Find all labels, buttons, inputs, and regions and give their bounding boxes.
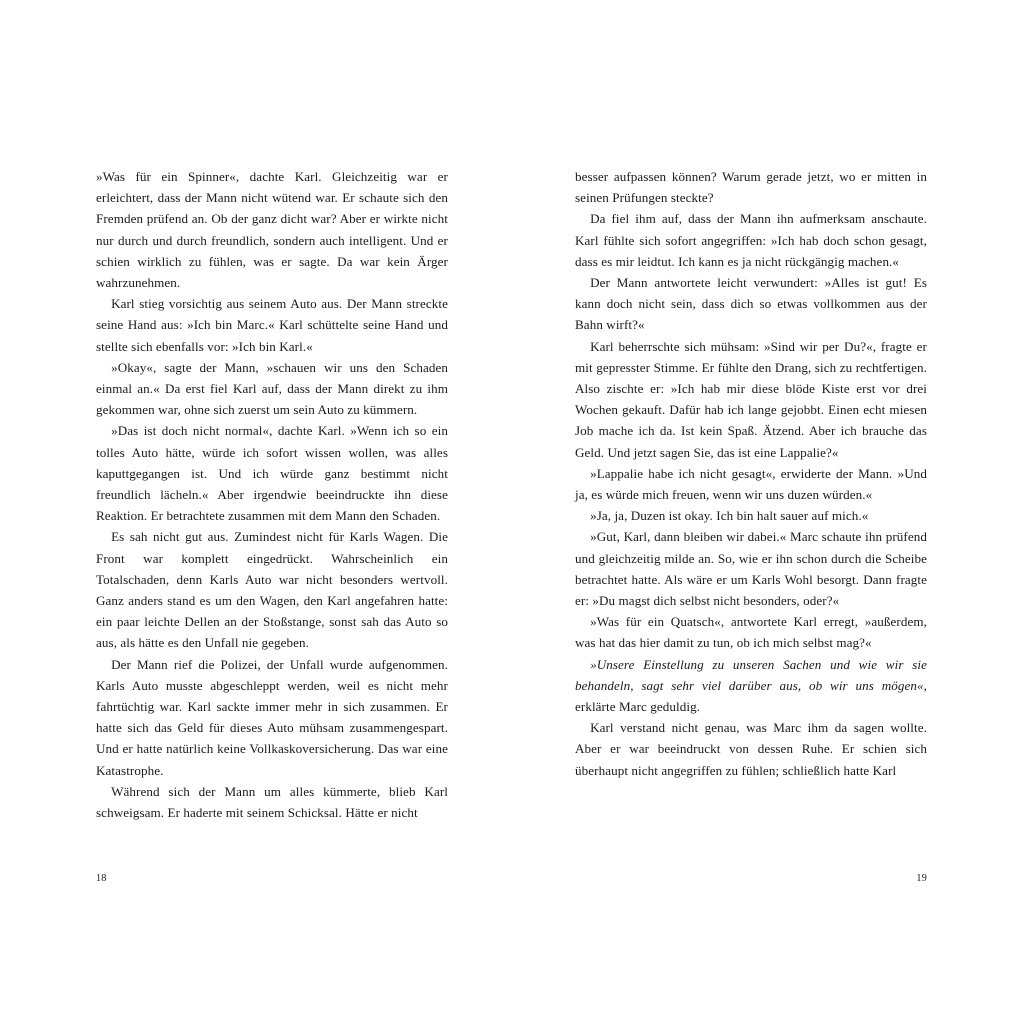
paragraph: »Okay«, sagte der Mann, »schauen wir uns den Schaden einmal an.« Da erst fiel Karl auf, dass der Mann direkt zu ihm gekommen war, ohne sich zuerst um sein Auto zu kümmern. xyxy=(96,359,448,418)
paragraph: besser aufpassen können? Warum gerade jetzt, wo er mitten in seinen Prüfungen steckte? xyxy=(575,169,927,206)
paragraph: »Was für ein Quatsch«, antwortete Karl erregt, »außerdem, was hat das hier damit zu tun, ob ich mich selbst mag?« xyxy=(575,614,927,651)
paragraph: »Lappalie habe ich nicht gesagt«, erwiderte der Mann. »Und ja, es würde mich freuen, wenn wir uns duzen würden.« xyxy=(575,465,927,503)
page-number-left: 18 xyxy=(96,873,107,884)
paragraph: Der Mann antwortete leicht verwundert: »Alles ist gut! Es kann doch nicht sein, dass dich so etwas vollkommen aus der Bahn wirft?« xyxy=(575,275,927,333)
paragraph: Karl stieg vorsichtig aus seinem Auto aus. Der Mann streckte seine Hand aus: »Ich bin Marc.« Karl schüttelte seine Hand und stellte sich ebenfalls vor: »Ich bin Karl.« xyxy=(96,296,448,354)
paragraph: Da fiel ihm auf, dass der Mann ihn aufmerksam anschaute. Karl fühlte sich sofort angegriffen: »Ich hab doch schon gesagt, dass es mir leidtut. Ich kann es ja nicht rückgängig machen.« xyxy=(575,211,927,269)
paragraph: »Das ist doch nicht normal«, dachte Karl. »Wenn ich so ein tolles Auto hätte, würde ich sofort wissen wollen, was alles kaputtgegangen ist. Und ich würde ganz bestimmt nicht freundlich lächeln.« Aber irgendwie beeindruckte ihn diese Reaktion. Er betrachtete zusammen mit dem Mann den Schaden. xyxy=(96,423,448,524)
paragraph: »Was für ein Spinner«, dachte Karl. Gleichzeitig war er erleichtert, dass der Mann nicht wütend war. Er schaute sich den Fremden prüfend an. Ob der ganz dicht war? Aber er wirkte nicht nur durch und durch freundlich, sondern auch intelligent. Und er schien wirklich zu fühlen, was er sagte. Da war kein Ärger wahrzunehmen. xyxy=(96,169,448,291)
paragraph-mixed-style xyxy=(575,654,927,718)
paragraph: Karl verstand nicht genau, was Marc ihm da sagen wollte. Aber er war beeindruckt von dessen Ruhe. Er schien sich überhaupt nicht angegriffen zu fühlen; schließlich hatte Karl xyxy=(575,720,927,778)
right-page xyxy=(512,0,1024,1024)
right-page-text-column xyxy=(575,166,927,781)
page-number-right: 19 xyxy=(916,873,927,884)
paragraph-roman-run: erklärte Marc geduldig. xyxy=(575,699,701,715)
paragraph-italic-run: »Unsere Einstellung zu unseren Sachen und wie wir sie behandeln, sagt sehr viel darüber aus, ob wir uns mögen«, xyxy=(575,656,927,693)
paragraph: Der Mann rief die Polizei, der Unfall wurde aufgenommen. Karls Auto musste abgeschleppt werden, weil es nicht mehr fahrtüchtig war. Karl sackte immer mehr in sich zusammen. Er hatte sich das Geld für dieses Auto mühsam zusammengespart. Und er hatte natürlich keine Vollkaskoversicherung. Das war eine Katastrophe. xyxy=(96,656,448,778)
paragraph: Karl beherrschte sich mühsam: »Sind wir per Du?«, fragte er mit gepresster Stimme. Er fühlte den Drang, sich zu rechtfertigen. Also zischte er: »Ich hab mir diese blöde Kiste erst vor drei Wochen gekauft. Dafür hab ich lange gejobbt. Einen echt miesen Job mache ich da. Ist kein Spaß. Ätzend. Aber ich brauche das Geld. Und jetzt sagen Sie, das ist eine Lappalie?« xyxy=(575,338,927,460)
paragraph: Es sah nicht gut aus. Zumindest nicht für Karls Wagen. Die Front war komplett eingedrückt. Wahrscheinlich ein Totalschaden, denn Karls Auto war nicht besonders wertvoll. Ganz anders stand es um den Wagen, den Karl angefahren hatte: ein paar leichte Dellen an der Stoßstange, sonst sah das Auto so aus, als hätte es den Unfall nie gegeben. xyxy=(96,529,448,651)
paragraph: Während sich der Mann um alles kümmerte, blieb Karl schweigsam. Er haderte mit seinem Schicksal. Hätte er nicht xyxy=(96,783,448,821)
left-page-text-column xyxy=(96,166,448,823)
paragraph: »Gut, Karl, dann bleiben wir dabei.« Marc schaute ihn prüfend und gleichzeitig milde an. So, wie er ihn schon durch die Scheibe betrachtet hatte. Als wäre er um Karls Wohl besorgt. Dann fragte er: »Du magst dich selbst nicht besonders, oder?« xyxy=(575,529,927,609)
paragraph: »Ja, ja, Duzen ist okay. Ich bin halt sauer auf mich.« xyxy=(590,508,869,524)
